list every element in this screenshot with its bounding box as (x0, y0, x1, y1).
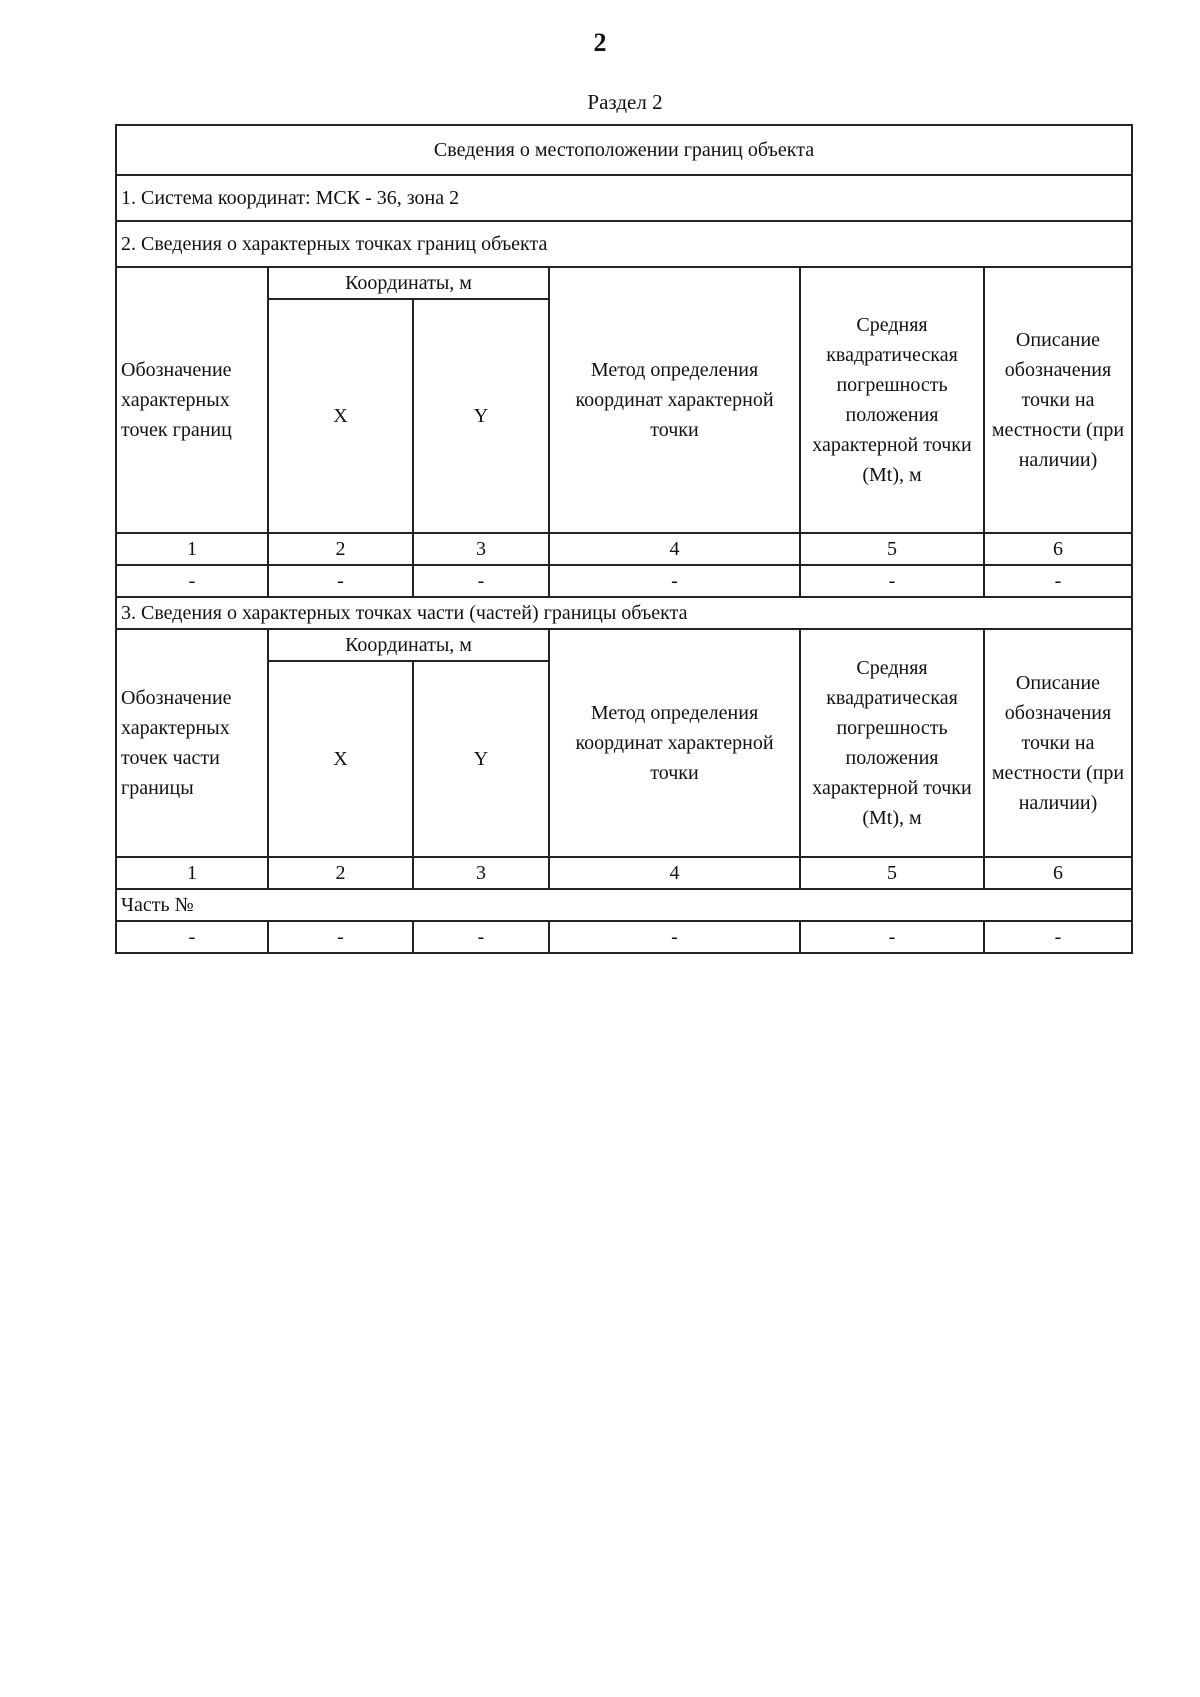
part2-cell: - (984, 921, 1132, 953)
part2-col-x: X (268, 661, 413, 857)
part-number-label: Часть № (116, 889, 1132, 921)
part1-heading: 2. Сведения о характерных точках границ объекта (116, 221, 1132, 267)
part2-cell: - (116, 921, 268, 953)
part1-col-number: 2 (268, 533, 413, 565)
section-label: Раздел 2 (587, 90, 663, 114)
part1-col-accuracy: Средняя квадратическая погрешность положения характерной точки (Mt), м (800, 267, 984, 533)
part2-col-number: 6 (984, 857, 1132, 889)
part2-col-y: Y (413, 661, 549, 857)
part2-cell: - (549, 921, 800, 953)
part1-col-designation: Обозначение характерных точек границ (116, 267, 268, 533)
part1-col-description: Описание обозначения точки на местности (при наличии) (984, 267, 1132, 533)
part1-cell: - (116, 565, 268, 597)
part1-col-number: 4 (549, 533, 800, 565)
page-number: 2 (593, 28, 607, 57)
part1-cell: - (413, 565, 549, 597)
part2-col-description: Описание обозначения точки на местности (при наличии) (984, 629, 1132, 857)
part2-heading: 3. Сведения о характерных точках части (частей) границы объекта (116, 597, 1132, 629)
part1-col-number: 1 (116, 533, 268, 565)
part1-col-number: 6 (984, 533, 1132, 565)
part1-col-x: X (268, 299, 413, 533)
part1-col-coords: Координаты, м (268, 267, 549, 299)
part2-col-coords: Координаты, м (268, 629, 549, 661)
part1-col-number: 3 (413, 533, 549, 565)
part2-col-number: 1 (116, 857, 268, 889)
part2-col-number: 3 (413, 857, 549, 889)
part2-col-designation: Обозначение характерных точек части границы (116, 629, 268, 857)
part2-col-number: 4 (549, 857, 800, 889)
part2-cell: - (268, 921, 413, 953)
part2-cell: - (800, 921, 984, 953)
part2-col-method: Метод определения координат характерной точки (549, 629, 800, 857)
part1-cell: - (800, 565, 984, 597)
part1-col-method: Метод определения координат характерной точки (549, 267, 800, 533)
part2-cell: - (413, 921, 549, 953)
part2-col-number: 2 (268, 857, 413, 889)
coordinate-system: 1. Система координат: МСК - 36, зона 2 (116, 175, 1132, 221)
part1-col-y: Y (413, 299, 549, 533)
part1-col-number: 5 (800, 533, 984, 565)
table-title: Сведения о местоположении границ объекта (116, 125, 1132, 175)
part1-cell: - (268, 565, 413, 597)
part2-col-number: 5 (800, 857, 984, 889)
part2-col-accuracy: Средняя квадратическая погрешность положения характерной точки (Mt), м (800, 629, 984, 857)
part1-cell: - (984, 565, 1132, 597)
boundary-table (115, 124, 1133, 954)
part1-cell: - (549, 565, 800, 597)
